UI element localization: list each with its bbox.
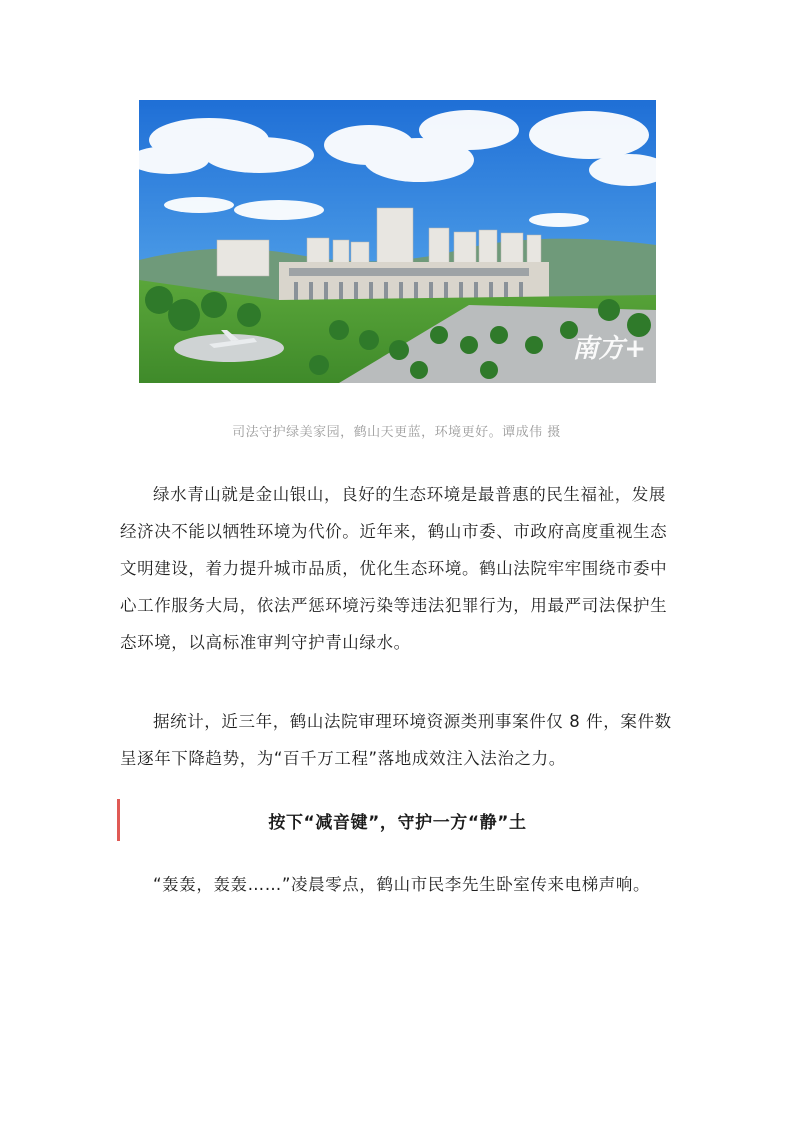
article-photo — [139, 100, 656, 383]
section-heading: 按下“减音键”，守护一方“静”土 — [268, 813, 527, 833]
paragraph-2: 据统计，近三年，鹤山法院审理环境资源类刑事案件仅 8 件，案件数呈逐年下降趋势，为“百千万工程”落地成效注入法治之力。 — [120, 712, 672, 768]
photo-caption: 司法守护绿美家园，鹤山天更蓝，环境更好。谭成伟 摄 — [232, 425, 561, 440]
paragraph-3: “轰轰，轰轰……”凌晨零点，鹤山市民李先生卧室传来电梯声响。 — [153, 875, 651, 894]
watermark-logo: 南方+ — [572, 334, 646, 364]
paragraph-1: 绿水青山就是金山银山，良好的生态环境是最普惠的民生福祉，发展经济决不能以牺牲环境为代价。近年来，鹤山市委、市政府高度重视生态文明建设，着力提升城市品质，优化生态环境。鹤山法院牢牢围绕市委中心工作服务大局，依法严惩环境污染等违法犯罪行为，用最严司法保护生态环境，以高标准审判守护青山绿水。 — [120, 485, 668, 652]
